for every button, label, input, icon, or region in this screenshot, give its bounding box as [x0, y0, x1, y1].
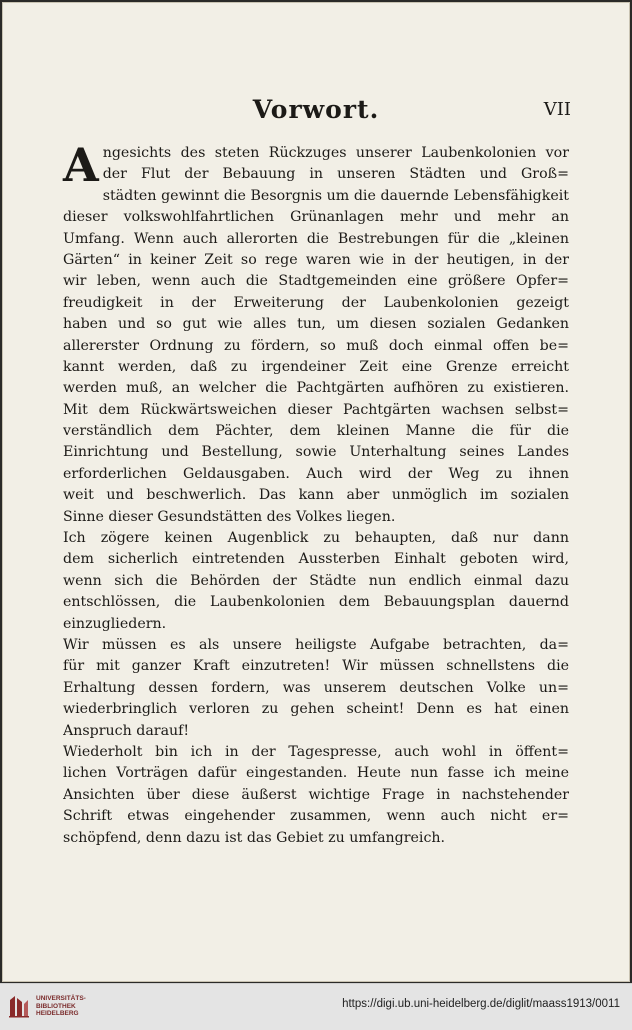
- text-line: kannt werden, daß zu irgendeiner Zeit eine Grenze erreicht: [63, 358, 569, 375]
- drop-cap: A: [63, 138, 99, 192]
- text-line: Wir müssen es als unsere heiligste Aufgabe betrachten, da=: [63, 636, 569, 653]
- text-line: Umfang. Wenn auch allerorten die Bestrebungen für die „kleinen: [63, 230, 569, 247]
- library-name-line: HEIDELBERG: [36, 1010, 79, 1017]
- text-line: einzugliedern.: [63, 615, 167, 632]
- text-line: Gärten“ in keiner Zeit so rege waren wie in der heutigen, in der: [63, 251, 569, 268]
- paragraph: [63, 138, 569, 528]
- text-line: schöpfend, denn dazu ist das Gebiet zu umfangreich.: [63, 829, 446, 846]
- text-line: für mit ganzer Kraft einzutreten! Wir müssen schnellstens die: [63, 658, 569, 675]
- footer-bar: [0, 983, 632, 1030]
- text-line: weit und beschwerlich. Das kann aber unmöglich im sozialen: [63, 487, 569, 504]
- library-name-line: UNIVERSITÄTS-: [36, 995, 86, 1002]
- text-line: freudigkeit in der Erweiterung der Laubenkolonien gezeigt: [63, 294, 569, 311]
- text-line: wiederbringlich verloren zu gehen scheint! Denn es hat einen: [63, 701, 569, 718]
- text-line: wenn sich die Behörden der Städte nun endlich einmal dazu: [63, 572, 569, 589]
- paragraph: [63, 742, 569, 849]
- text-line: Ansichten über diese äußerst wichtige Frage in nachstehender: [63, 786, 569, 803]
- text-line: städten gewinnt die Besorgnis um die dauernde Lebensfähigkeit: [102, 187, 569, 204]
- text-line: Sinne dieser Gesundstätten des Volkes liegen.: [63, 508, 396, 525]
- text-line: lichen Vorträgen dafür eingestanden. Heute nun fasse ich meine: [63, 765, 569, 782]
- heidelberg-library-logo-icon[interactable]: [8, 994, 30, 1018]
- text-line: erforderlichen Geldausgaben. Auch wird der Weg zu ihnen: [63, 465, 569, 482]
- text-line: der Flut der Bebauung in unseren Städten und Groß=: [102, 166, 569, 183]
- paragraph: [63, 528, 569, 635]
- text-line: Schrift etwas eingehender zusammen, wenn auch nicht er=: [63, 808, 569, 825]
- source-url-link[interactable]: https://digi.ub.uni-heidelberg.de/diglit/maass1913/0011: [342, 998, 620, 1010]
- library-name[interactable]: [36, 995, 86, 1018]
- page-body: [63, 138, 569, 849]
- paragraph: [63, 635, 569, 742]
- text-line: entschlössen, die Laubenkolonien dem Bebauungsplan dauernd: [63, 594, 569, 611]
- library-name-line: BIBLIOTHEK: [36, 1002, 76, 1010]
- text-line: haben und so gut wie alles tun, um diesen sozialen Gedanken: [63, 316, 569, 333]
- text-line: Mit dem Rückwärtsweichen dieser Pachtgärten wachsen selbst=: [63, 401, 569, 418]
- text-line: Wiederholt bin ich in der Tagespresse, auch wohl in öffent=: [63, 743, 569, 760]
- text-line: ngesichts des steten Rückzuges unserer Laubenkolonien vor: [102, 145, 569, 161]
- text-line: Anspruch darauf!: [63, 722, 190, 739]
- page-title: Vorwort.: [252, 95, 380, 124]
- text-line: Erhaltung dessen fordern, was unserem deutschen Volke un=: [63, 679, 569, 696]
- scanned-page: [2, 2, 630, 982]
- text-line: verständlich dem Pächter, dem kleinen Manne die für die: [63, 423, 569, 440]
- text-line: Einrichtung und Bestellung, sowie Unterhaltung seines Landes: [63, 444, 569, 461]
- text-line: dem sicherlich eintretenden Aussterben Einhalt geboten wird,: [63, 551, 569, 568]
- text-line: wir leben, wenn auch die Stadtgemeinden eine größere Opfer=: [63, 273, 569, 290]
- text-line: allererster Ordnung zu fördern, so muß doch einmal offen be=: [63, 337, 569, 354]
- text-line: Ich zögere keinen Augenblick zu behaupten, daß nur dann: [63, 530, 569, 547]
- text-line: werden muß, an welcher die Pachtgärten aufhören zu existieren.: [63, 380, 569, 397]
- text-line: dieser volkswohlfahrtlichen Grünanlagen mehr und mehr an: [63, 209, 569, 226]
- page-number: VII: [543, 99, 571, 120]
